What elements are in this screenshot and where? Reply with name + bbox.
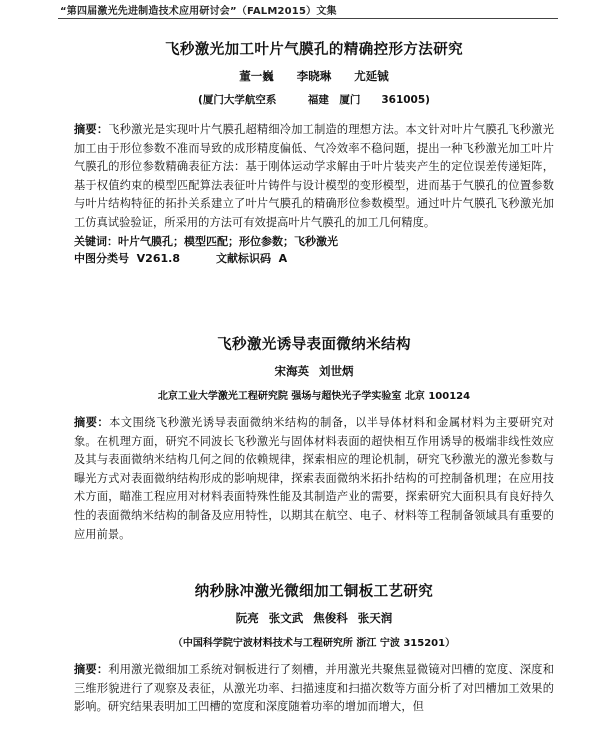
- abstract-label: 摘要：: [74, 416, 110, 429]
- paper-affiliation: （中国科学院宁波材料技术与工程研究所 浙江 宁波 315201）: [172, 638, 456, 649]
- class-value: V261.8: [136, 251, 180, 265]
- paper-3: [74, 580, 554, 717]
- keywords-label: 关键词：: [74, 234, 118, 248]
- abstract-label: 摘要：: [74, 663, 109, 676]
- paper-affiliation: 北京工业大学激光工程研究院 强场与超快光子学实验室 北京 100124: [157, 391, 471, 402]
- paper-title: 纳秒脉冲激光微细加工铜板工艺研究: [194, 584, 434, 600]
- header-rule: [58, 18, 558, 19]
- paper-1: [74, 38, 554, 267]
- doc-code-value: A: [278, 251, 288, 265]
- paper-title: 飞秒激光诱导表面微纳米结构: [217, 337, 411, 353]
- paper-abstract: [74, 414, 554, 544]
- paper-authors: 阮亮 张文武 焦俊科 张天润: [235, 611, 393, 625]
- paper-2: [74, 333, 554, 544]
- paper-abstract: [74, 661, 554, 717]
- running-header: “第四届激光先进制造技术应用研讨会”（FALM2015）文集: [60, 6, 337, 17]
- doc-code-label: 文献标识码: [215, 251, 271, 265]
- abstract-text: 利用激光微细加工系统对铜板进行了刻槽，并用激光共聚焦显微镜对凹槽的宽度、深度和三维形貌进行了观察及表征，从激光功率、扫描速度和扫描次数等方面分析了对凹槽加工效果的影响。研究结果表明加工凹槽的宽度和深度随着功率的增加而增大，但: [74, 663, 554, 714]
- paper-affiliation: (厦门大学航空系 福建 厦门 361005): [198, 94, 430, 106]
- paper-authors: 宋海英 刘世炳: [274, 364, 354, 378]
- paper-authors: 董一巍 李晓琳 尤延铖: [239, 69, 389, 83]
- abstract-label: 摘要：: [74, 123, 109, 136]
- class-label: 中图分类号: [74, 251, 129, 265]
- paper-title: 飞秒激光加工叶片气膜孔的精确控形方法研究: [165, 42, 463, 58]
- paper-abstract: [74, 121, 554, 233]
- keywords-line: [74, 233, 554, 250]
- abstract-text: 飞秒激光是实现叶片气膜孔超精细冷加工制造的理想方法。本文针对叶片气膜孔飞秒激光加工由于形位参数不准而导致的成形精度偏低、气冷效率不稳问题，提出一种飞秒激光加工叶片气膜孔的形位参数精确表征方法：基于刚体运动学求解由于叶片装夹产生的定位误差传递矩阵，基于权值约束的模型匹配算法表征叶片铸件与设计模型的变形模型，进而基于气膜孔的位置参数与叶片结构特征的拓扑关系建立了叶片气膜孔的精确形位参数模型。通过叶片气膜孔飞秒激光加工仿真试验验证，所采用的方法可有效提高叶片气膜孔的加工几何精度。: [74, 123, 554, 229]
- classification-line: [74, 250, 554, 267]
- keywords-text: 叶片气膜孔；模型匹配；形位参数；飞秒激光: [118, 234, 338, 248]
- abstract-text: 本文围绕飞秒激光诱导表面微纳米结构的制备，以半导体材料和金属材料为主要研究对象。在机理方面，研究不同波长飞秒激光与固体材料表面的超快相互作用诱导的极端非线性效应及其与表面微纳米结构几何之间的依赖规律，探索相应的理论机制，研究飞秒激光的激光参数与曝光方式对表面微纳结构形成的影响规律，探索表面微纳米拓扑结构的可控制备机理；在应用技术方面，瞄准工程应用对材料表面特殊性能及其制造产业的需要，探索研究大面积具有良好持久性的表面微纳米结构的制备及应用特性，以期其在航空、电子、材料等工程制备领域具有重要的应用前景。: [74, 416, 554, 541]
